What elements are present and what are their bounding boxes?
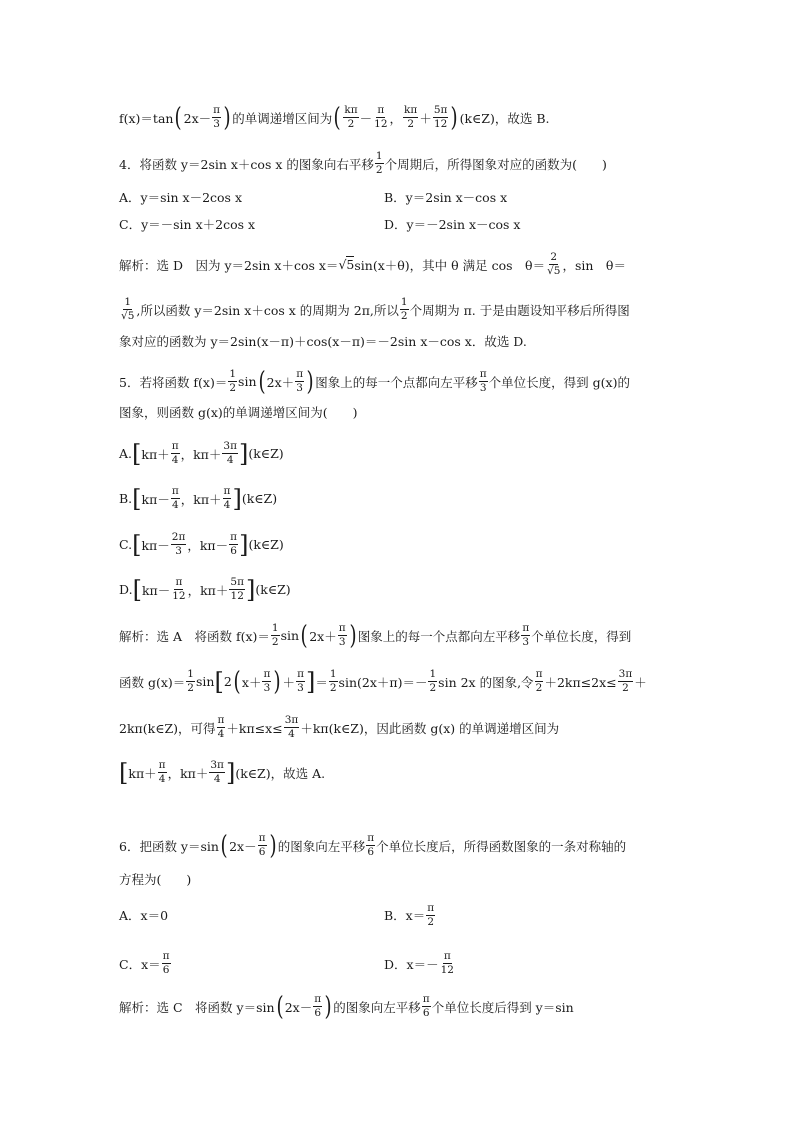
left-bracket: [ <box>132 530 142 559</box>
text: 个单位长度，得到 <box>531 628 632 644</box>
right-bracket: ] <box>246 575 256 604</box>
text: sin(x＋θ)，其中 θ 满足 cos θ＝ <box>354 257 546 273</box>
left-paren: ( <box>258 366 266 397</box>
text: ，kπ＋ <box>187 582 229 598</box>
text: 函数 g(x)＝ <box>119 674 186 690</box>
fraction-2pi-3: $\frac{2\pi}{3}$ <box>171 531 186 557</box>
fraction-1-2: $\frac{1}{2}$ <box>429 668 437 694</box>
fraction-pi-3: $\frac{\pi}{3}$ <box>297 668 304 694</box>
left-paren: ( <box>233 666 241 697</box>
text: x＋ <box>241 674 262 690</box>
fraction-pi-3: $\frac{\pi}{3}$ <box>338 622 346 648</box>
text: (k∈Z)，故选 A. <box>235 765 326 781</box>
fraction-pi-12: $\frac{\pi}{12}$ <box>172 576 186 602</box>
fraction-kpi-2: $\frac{k\pi}{2}$ <box>404 104 418 130</box>
text: ，kπ＋ <box>180 491 222 507</box>
text: ，kπ＋ <box>167 765 209 781</box>
right-bracket: ] <box>225 758 236 787</box>
label: A. <box>119 446 133 461</box>
q5-solution-line2: 函数 g(x)＝ $\frac{1}{2}$ sin [ 2 ( x＋ $\frac{\pi}{3}$ ) ＋ $\frac{\pi}{3}$ ] ＝ $\frac{1}{2}$ sin(2x＋π)＝－ $\frac{1}{2}$ sin 2x 的图象,令 $\frac{\pi}{2}$ ＋2kπ≤2x≤ $\frac{3\pi}{2}$ ＋ <box>119 666 647 697</box>
q5-option-a <box>119 440 682 467</box>
text: 的单调递增区间为 <box>232 110 333 126</box>
fraction-pi-3: $\frac{\pi}{3}$ <box>296 368 304 394</box>
fraction-1-2: $\frac{1}{2}$ <box>400 296 408 322</box>
fraction-pi-2: $\frac{\pi}{2}$ <box>535 668 543 694</box>
q6-options-row2 <box>119 950 682 977</box>
label: B. <box>119 491 133 506</box>
q3-answer-line <box>119 104 682 131</box>
q6-solution-line1 <box>119 993 682 1020</box>
left-bracket: [ <box>132 484 142 513</box>
text: ， <box>389 110 403 126</box>
text: ,所以函数 y＝2sin x＋cos x 的周期为 2π,所以 <box>136 302 399 318</box>
text: 2x＋ <box>309 628 337 644</box>
fraction-3pi-4: $\frac{3\pi}{4}$ <box>223 440 237 466</box>
fraction-pi-3: $\frac{\pi}{3}$ <box>263 668 271 694</box>
fraction-pi-3: $\frac{\pi}{3}$ <box>479 368 487 394</box>
text: sin <box>195 674 215 689</box>
option-b: B．x＝ $\frac{\pi}{2}$ <box>384 901 435 928</box>
text: kπ－ <box>141 491 170 507</box>
option-b: B．y＝2sin x－cos x <box>384 190 508 205</box>
option-a: A．y＝sin x－2cos x <box>119 190 242 205</box>
right-paren: ) <box>349 620 357 651</box>
right-bracket: ] <box>239 530 249 559</box>
text: 的图象向左平移 <box>277 838 366 854</box>
q4-options-row2 <box>119 215 682 233</box>
text: 个单位长度，得到 g(x)的 <box>488 374 630 390</box>
q4-stem <box>119 150 682 177</box>
text: sin <box>238 374 257 389</box>
label: C. <box>119 537 133 552</box>
text: 2kπ(k∈Z)，可得 <box>119 720 216 736</box>
text: ，kπ－ <box>187 537 229 553</box>
left-paren: ( <box>300 620 308 651</box>
fraction-pi-6: $\frac{\pi}{6}$ <box>258 832 266 858</box>
right-bracket: ] <box>238 439 249 468</box>
left-paren: ( <box>333 102 341 133</box>
right-paren: ) <box>269 830 277 861</box>
text: 象对应的函数为 y＝2sin(x－π)＋cos(x－π)＝－2sin x－cos x．故选 D. <box>119 334 527 349</box>
option-c: C．y＝－sin x＋2cos x <box>119 217 256 232</box>
left-paren: ( <box>276 991 284 1022</box>
text: 个单位长度后得到 y＝sin <box>431 999 574 1015</box>
left-paren: ( <box>220 830 228 861</box>
right-paren: ) <box>223 102 231 133</box>
fraction-pi-12: $\frac{\pi}{12}$ <box>374 104 388 130</box>
q5-stem-line1 <box>119 368 682 395</box>
text: 图象上的每一个点都向左平移 <box>315 374 478 390</box>
fraction-pi-4: $\frac{\pi}{4}$ <box>158 759 166 785</box>
text: kπ－ <box>141 582 171 598</box>
right-bracket: ] <box>305 667 316 696</box>
fraction-pi-4: $\frac{\pi}{4}$ <box>171 440 179 466</box>
text: 个单位长度后，所得函数图象的一条对称轴的 <box>376 838 627 854</box>
left-bracket: [ <box>119 758 129 787</box>
fraction-pi-2: $\frac{\pi}{2}$ <box>427 901 435 928</box>
fraction-3pi-2: $\frac{3\pi}{2}$ <box>618 668 633 694</box>
text: 个周期为 π. 于是由题设知平移后所得图 <box>409 302 630 318</box>
fraction-pi-6: $\frac{\pi}{6}$ <box>314 993 322 1019</box>
q5-option-c <box>119 531 682 558</box>
fraction-pi-6: $\frac{\pi}{6}$ <box>422 993 430 1019</box>
right-paren: ) <box>324 991 332 1022</box>
left-paren: ( <box>174 102 183 133</box>
fraction-pi-12: $\frac{\pi}{12}$ <box>440 950 454 976</box>
text: sin(2x＋π)＝－ <box>338 674 428 690</box>
option-a: A．x＝0 <box>119 908 169 923</box>
text: 图象上的每一个点都向左平移 <box>357 628 521 644</box>
fraction-1-2: $\frac{1}{2}$ <box>271 622 279 648</box>
q6-stem-line2 <box>119 870 682 888</box>
text: ＝ <box>315 674 328 690</box>
text: 6．把函数 y＝sin <box>119 838 219 854</box>
label: D. <box>119 582 133 597</box>
text: (k∈Z)，故选 B. <box>459 110 550 126</box>
right-paren: ) <box>450 102 459 133</box>
fraction-1-2: $\frac{1}{2}$ <box>229 368 237 394</box>
fraction-pi-3: $\frac{\pi}{3}$ <box>522 622 530 648</box>
text: 方程为( ) <box>119 872 192 887</box>
text: 2x＋ <box>266 374 295 390</box>
fraction-pi-3: $\frac{\pi}{3}$ <box>213 104 221 130</box>
text: ，sin θ＝ <box>562 257 626 273</box>
option-d: D．x＝－ $\frac{\pi}{12}$ <box>384 950 454 976</box>
text: 2x－ <box>284 999 313 1015</box>
q5-solution-line1 <box>119 622 682 649</box>
right-bracket: ] <box>232 484 242 513</box>
text: 图象，则函数 g(x)的单调递增区间为( ) <box>119 405 358 420</box>
fraction-1-2: $\frac{1}{2}$ <box>329 668 337 694</box>
text: 4．将函数 y＝2sin x＋cos x 的图象向右平移 <box>119 156 374 172</box>
text: ＋kπ(k∈Z)，因此函数 g(x) 的单调递增区间为 <box>300 720 560 736</box>
q6-options-row1 <box>119 901 682 928</box>
text: kπ－ <box>141 537 170 553</box>
text: f(x)＝tan <box>119 110 174 126</box>
fraction-pi-4: $\frac{\pi}{4}$ <box>223 485 231 511</box>
q4-options-row1 <box>119 188 682 206</box>
text: (k∈Z) <box>248 537 284 552</box>
fraction-5pi-12: $\frac{5\pi}{12}$ <box>230 576 244 602</box>
text: sin 2x 的图象,令 <box>438 674 534 690</box>
text: 解析：选 C 将函数 y＝sin <box>119 999 275 1015</box>
text: ＋2kπ≤2x≤ <box>544 674 617 690</box>
fraction-5pi-12: $\frac{5\pi}{12}$ <box>433 104 448 130</box>
q5-stem-line2 <box>119 403 682 421</box>
fraction-kpi-2: $\frac{k\pi}{2}$ <box>344 104 358 130</box>
text: (k∈Z) <box>255 582 291 597</box>
fraction-2-sqrt5: $\frac{2}{√5}$ <box>547 251 561 277</box>
text: 2x－ <box>229 838 257 854</box>
sqrt-5: √5 <box>338 257 355 272</box>
text: 解析：选 D 因为 y＝2sin x＋cos x＝ <box>119 257 339 273</box>
q4-solution-line1 <box>119 251 682 278</box>
text: ＋ <box>634 674 647 690</box>
fraction-pi-6: $\frac{\pi}{6}$ <box>162 950 170 976</box>
left-bracket: [ <box>132 439 142 468</box>
option-d: D．y＝－2sin x－cos x <box>384 217 521 232</box>
text: sin <box>280 628 300 643</box>
fraction-3pi-4: $\frac{3\pi}{4}$ <box>284 714 299 740</box>
text: ＋kπ≤x≤ <box>226 720 283 736</box>
left-bracket: [ <box>214 667 224 696</box>
text: ＋ <box>419 110 432 126</box>
text: (k∈Z) <box>241 491 278 506</box>
fraction-pi-6: $\frac{\pi}{6}$ <box>230 531 238 557</box>
text: (k∈Z) <box>248 446 284 461</box>
option-c: C．x＝ $\frac{\pi}{6}$ <box>119 950 170 976</box>
text: 个周期后，所得图象对应的函数为( ) <box>384 156 607 172</box>
text: 5．若将函数 f(x)＝ <box>119 374 228 390</box>
q4-solution-line2 <box>119 296 682 323</box>
fraction-pi-4: $\frac{\pi}{4}$ <box>171 485 179 511</box>
text: kπ＋ <box>128 765 157 781</box>
right-paren: ) <box>273 666 282 697</box>
text: ，kπ＋ <box>180 446 222 462</box>
text: － <box>359 110 373 126</box>
q6-stem-line1 <box>119 832 682 859</box>
fraction-1-sqrt5: $\frac{1}{√5}$ <box>121 296 135 322</box>
text: kπ＋ <box>141 446 170 462</box>
fraction-1-2: $\frac{1}{2}$ <box>375 150 383 176</box>
q5-option-d <box>119 576 682 603</box>
q5-option-b <box>119 485 682 512</box>
text: 解析：选 A 将函数 f(x)＝ <box>119 628 270 644</box>
fraction-1-2: $\frac{1}{2}$ <box>187 668 194 694</box>
q5-solution-line4 <box>119 759 682 786</box>
text: 的图象向左平移 <box>333 999 421 1015</box>
fraction-pi-6: $\frac{\pi}{6}$ <box>367 832 375 858</box>
q5-solution-line3 <box>119 714 682 741</box>
text: ＋ <box>282 674 296 690</box>
text: 2x－ <box>183 110 212 126</box>
right-paren: ) <box>306 366 314 397</box>
fraction-pi-4: $\frac{\pi}{4}$ <box>217 714 225 740</box>
q4-solution-line3 <box>119 332 682 350</box>
fraction-3pi-4: $\frac{3\pi}{4}$ <box>210 759 224 785</box>
left-bracket: [ <box>132 575 142 604</box>
